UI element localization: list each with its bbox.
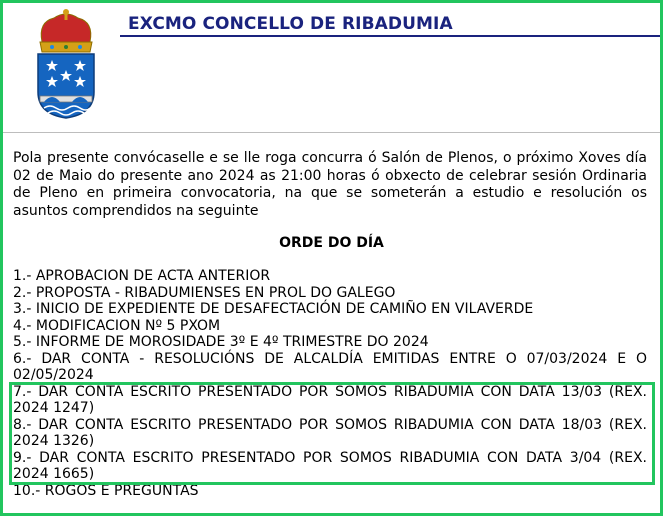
agenda-item-10: 10.- ROGOS E PREGUNTAS [13, 482, 199, 499]
agenda-item-6: 6.- DAR CONTA - RESOLUCIÓNS DE ALCALDÍA EMITIDAS ENTRE O 07/03/2024 E O 02/05/2024 [13, 350, 647, 383]
agenda-item-9: 9.- DAR CONTA ESCRITO PRESENTADO POR SOMOS RIBADUMIA CON DATA 3/04 (REX. 2024 1665) [13, 449, 647, 482]
agenda-item-7: 7.- DAR CONTA ESCRITO PRESENTADO POR SOMOS RIBADUMIA CON DATA 13/03 (REX. 2024 1247) [13, 383, 647, 416]
convocation-text: Pola presente convócaselle e se lle roga concurra ó Salón de Plenos, o próximo Xoves día 02 de Maio do presente ano 2024 as 21:00 horas ó obxecto de celebrar sesión Ordinaria de Pleno en primeira convocatoria, na que se someterán a estudio e resolución os asuntos comprendidos na seguinte [13, 150, 647, 219]
agenda-item-3: 3.- INICIO DE EXPEDIENTE DE DESAFECTACIÓN DE CAMIÑO EN VILAVERDE [13, 301, 534, 317]
agenda-item-5: 5.- INFORME DE MOROSIDADE 3º E 4º TRIMESTRE DO 2024 [13, 334, 429, 350]
header-divider [3, 132, 660, 133]
agenda-item-8: 8.- DAR CONTA ESCRITO PRESENTADO POR SOMOS RIBADUMIA CON DATA 18/03 (REX. 2024 1326) [13, 416, 647, 449]
agenda-heading: ORDE DO DÍA [279, 235, 384, 251]
title-underline [120, 35, 660, 37]
agenda-list [13, 268, 647, 499]
agenda-item-1: 1.- APROBACION DE ACTA ANTERIOR [13, 268, 271, 284]
council-title: EXCMO CONCELLO DE RIBADUMIA [128, 14, 453, 34]
agenda-item-2: 2.- PROPOSTA - RIBADUMIENSES EN PROL DO GALEGO [13, 284, 396, 301]
agenda-item-4: 4.- MODIFICACION Nº 5 PXOM [13, 317, 221, 334]
coat-of-arms-icon [34, 8, 98, 120]
